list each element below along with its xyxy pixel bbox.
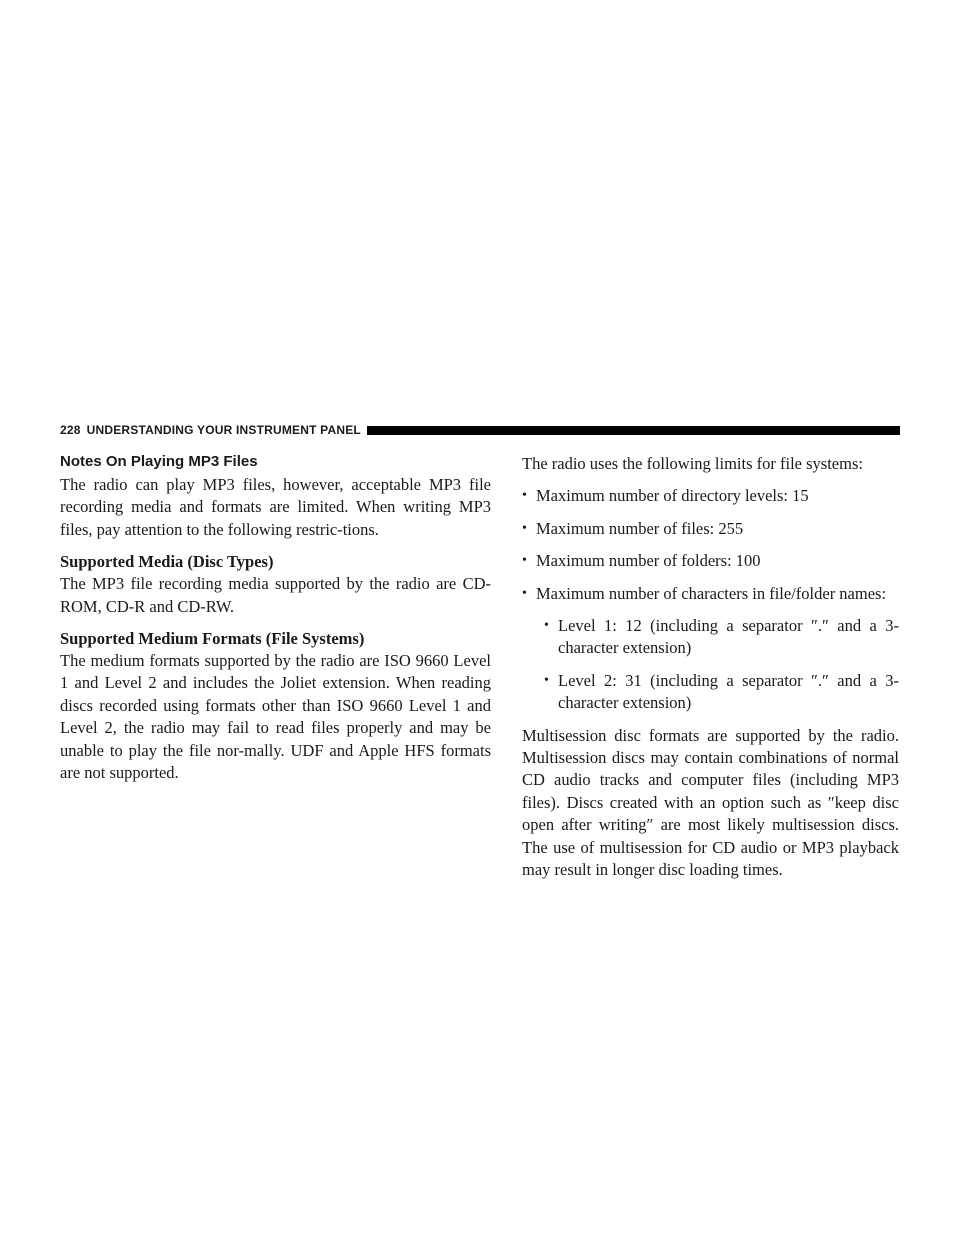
formats-paragraph: The medium formats supported by the radio are ISO 9660 Level 1 and Level 2 and includes the Joliet extension. When reading discs recorded using formats other than ISO 9660 Level 1 and Level 2, the radio may fail to read files properly and may be unable to play the file nor-mally. UDF and Apple HFS formats are not supported.	[60, 651, 491, 783]
sub-list-item-text: Level 2: 31 (including a separator ″.″ and a 3-character extension)	[558, 670, 899, 713]
name-limits-sublist	[522, 615, 899, 715]
media-paragraph: The MP3 file recording media supported by the radio are CD-ROM, CD-R and CD-RW.	[60, 574, 491, 616]
list-item	[522, 550, 899, 572]
list-item-text: Maximum number of files: 255	[536, 518, 744, 538]
page-number: 228	[60, 423, 81, 437]
sub-list-item	[544, 615, 899, 660]
formats-heading: Supported Medium Formats (File Systems)	[60, 629, 365, 649]
list-item	[522, 583, 899, 605]
page-header	[60, 421, 900, 439]
section-heading: Notes On Playing MP3 Files	[60, 453, 258, 470]
list-item-text: Maximum number of characters in file/folder names:	[536, 583, 887, 603]
limits-intro: The radio uses the following limits for file systems:	[522, 454, 863, 473]
header-rule	[367, 426, 900, 435]
bullet-icon: •	[544, 618, 549, 634]
list-item-text: Maximum number of directory levels: 15	[536, 486, 809, 506]
section-title: UNDERSTANDING YOUR INSTRUMENT PANEL	[86, 423, 361, 437]
intro-paragraph: The radio can play MP3 files, however, acceptable MP3 file recording media and formats are limited. When writing MP3 files, pay attention to the following restric-tions.	[60, 475, 491, 539]
bullet-icon: •	[522, 553, 527, 569]
media-heading: Supported Media (Disc Types)	[60, 552, 274, 572]
right-column	[522, 453, 899, 882]
multisession-paragraph: Multisession disc formats are supported by the radio. Multisession discs may contain combinations of normal CD audio tracks and computer files (including MP3 files). Discs created with an option such as ″keep disc open after writing″ are most likely multisession discs. The use of multisession for CD audio or MP3 playback may result in longer disc loading times.	[522, 725, 899, 880]
limits-list	[522, 485, 899, 605]
bullet-icon: •	[522, 488, 527, 504]
bullet-icon: •	[544, 672, 549, 688]
sub-list-item	[544, 670, 899, 715]
bullet-icon: •	[522, 520, 527, 536]
list-item	[522, 485, 899, 507]
bullet-icon: •	[522, 585, 527, 601]
left-column	[60, 452, 491, 784]
list-item	[522, 518, 899, 540]
sub-list-item-text: Level 1: 12 (including a separator ″.″ and a 3-character extension)	[558, 616, 899, 658]
list-item-text: Maximum number of folders: 100	[536, 551, 761, 571]
